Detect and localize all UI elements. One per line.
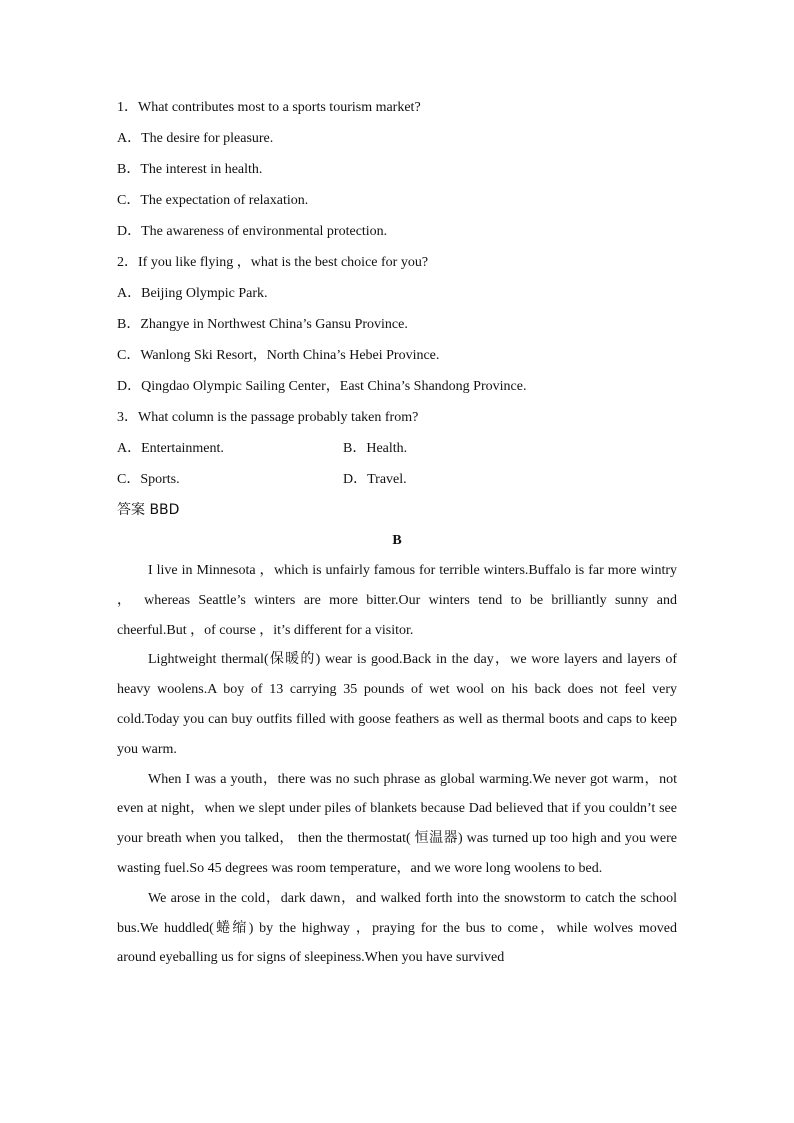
section-title: B <box>392 533 402 548</box>
question-stem: 3．What column is the passage probably taken from? <box>117 410 419 425</box>
option-d: D．The awareness of environmental protection. <box>117 224 388 239</box>
option-a: A．The desire for pleasure. <box>117 131 274 146</box>
document-page <box>117 92 677 973</box>
option-c: C．Sports. <box>117 472 180 487</box>
option-row <box>117 433 677 464</box>
question-stem: 2．If you like flying ，what is the best choice for you? <box>117 255 429 270</box>
option-a: A．Beijing Olympic Park. <box>117 286 268 301</box>
question-stem: 1．What contributes most to a sports tourism market? <box>117 100 421 115</box>
option-b: B．The interest in health. <box>117 162 263 177</box>
passage-paragraph: When I was a youth，there was no such phrase as global warming.We never got warm，not even at night，when we slept under piles of blankets because Dad believed that if you couldn’t see your breath when you talked， then the thermostat( 恒温器) was turned up too high and you were wasting fuel.So 45 degrees was room temperature，and we wore long woolens to bed. <box>117 771 677 876</box>
answer-key: 答案 BBD <box>117 502 180 518</box>
option-d: D．Travel. <box>343 472 407 487</box>
option-c: C．The expectation of relaxation. <box>117 193 309 208</box>
option-c: C．Wanlong Ski Resort，North China’s Hebei Province. <box>117 348 440 363</box>
option-b: B．Zhangye in Northwest China’s Gansu Province. <box>117 317 408 332</box>
option-d: D．Qingdao Olympic Sailing Center，East China’s Shandong Province. <box>117 379 527 394</box>
passage-paragraph: We arose in the cold，dark dawn，and walked forth into the snowstorm to catch the school bus.We huddled(蜷缩) by the highway ，praying for the bus to come，while wolves moved around eyeballing us for signs of sleepiness.When you have survived <box>117 890 677 966</box>
passage-paragraph: I live in Minnesota ，which is unfairly famous for terrible winters.Buffalo is far more wintry ， whereas Seattle’s winters are more bitter.Our winters tend to be brilliantly sunny and cheerful.But ，of course ，it’s different for a visitor. <box>117 563 677 638</box>
option-a: A．Entertainment. <box>117 441 224 456</box>
passage-paragraph: Lightweight thermal(保暖的) wear is good.Back in the day，we wore layers and layers of heavy woolens.A boy of 13 carrying 35 pounds of wet wool on his back does not feel very cold.Today you can buy outfits filled with goose feathers as well as thermal boots and caps to keep you warm. <box>117 652 677 757</box>
option-b: B．Health. <box>343 441 408 456</box>
option-row <box>117 464 677 495</box>
